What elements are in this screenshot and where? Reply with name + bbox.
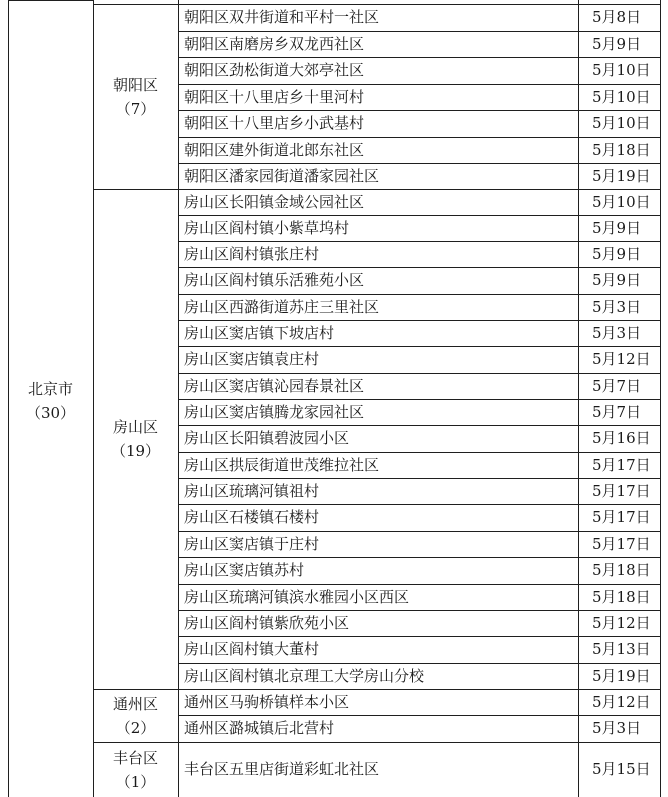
place-cell: 朝阳区南磨房乡双龙西社区 bbox=[184, 35, 365, 53]
place-cell: 丰台区五里店街道彩虹北社区 bbox=[184, 760, 380, 778]
grid-hline bbox=[178, 320, 660, 321]
date-cell: 5月18日 bbox=[592, 561, 651, 579]
date-cell: 5月8日 bbox=[592, 8, 642, 26]
place-cell: 房山区西潞街道苏庄三里社区 bbox=[184, 298, 380, 316]
place-cell: 房山区石楼镇石楼村 bbox=[184, 508, 320, 526]
grid-hline bbox=[178, 557, 660, 558]
city-name: 北京市 bbox=[27, 380, 73, 398]
grid-hline bbox=[178, 267, 660, 268]
date-cell: 5月10日 bbox=[592, 61, 651, 79]
date-cell: 5月19日 bbox=[592, 167, 651, 185]
district-name: 朝阳区 bbox=[112, 76, 158, 94]
place-cell: 房山区阎村镇张庄村 bbox=[184, 245, 320, 263]
place-cell: 通州区马驹桥镇样本小区 bbox=[184, 693, 350, 711]
district-cell bbox=[93, 73, 178, 121]
place-cell: 房山区琉璃河镇祖村 bbox=[184, 482, 320, 500]
grid-hline bbox=[178, 163, 660, 164]
grid-hline bbox=[178, 636, 660, 637]
date-cell: 5月17日 bbox=[592, 456, 651, 474]
grid-hline bbox=[178, 241, 660, 242]
date-cell: 5月16日 bbox=[592, 429, 651, 447]
grid-hline bbox=[178, 137, 660, 138]
place-cell: 朝阳区劲松街道大郊亭社区 bbox=[184, 61, 365, 79]
district-count: （2） bbox=[115, 719, 156, 737]
district-cell bbox=[93, 415, 178, 463]
grid-hline bbox=[93, 4, 660, 5]
date-cell: 5月9日 bbox=[592, 245, 642, 263]
grid-hline bbox=[178, 689, 660, 690]
grid-hline bbox=[178, 189, 660, 190]
date-cell: 5月12日 bbox=[592, 614, 651, 632]
date-cell: 5月10日 bbox=[592, 193, 651, 211]
date-cell: 5月7日 bbox=[592, 377, 642, 395]
district-cell bbox=[93, 692, 178, 740]
date-cell: 5月13日 bbox=[592, 640, 651, 658]
grid-hline bbox=[178, 110, 660, 111]
place-cell: 房山区长阳镇碧波园小区 bbox=[184, 429, 350, 447]
place-cell: 房山区阎村镇大董村 bbox=[184, 640, 320, 658]
district-cell bbox=[93, 746, 178, 794]
place-cell: 房山区窦店镇下坡店村 bbox=[184, 324, 335, 342]
date-cell: 5月18日 bbox=[592, 141, 651, 159]
grid-hline bbox=[178, 531, 660, 532]
date-cell: 5月3日 bbox=[592, 719, 642, 737]
grid-hline bbox=[178, 215, 660, 216]
place-cell: 房山区琉璃河镇滨水雅园小区西区 bbox=[184, 588, 410, 606]
grid-hline bbox=[178, 742, 660, 743]
place-cell: 房山区窦店镇苏村 bbox=[184, 561, 305, 579]
place-cell: 通州区潞城镇后北营村 bbox=[184, 719, 335, 737]
grid-hline bbox=[178, 663, 660, 664]
place-cell: 房山区窦店镇沁园春景社区 bbox=[184, 377, 365, 395]
grid-hline bbox=[178, 584, 660, 585]
date-cell: 5月3日 bbox=[592, 324, 642, 342]
date-cell: 5月10日 bbox=[592, 88, 651, 106]
date-cell: 5月19日 bbox=[592, 667, 651, 685]
date-cell: 5月17日 bbox=[592, 482, 651, 500]
date-cell: 5月7日 bbox=[592, 403, 642, 421]
grid-hline bbox=[178, 294, 660, 295]
date-cell: 5月9日 bbox=[592, 271, 642, 289]
district-count: （1） bbox=[115, 773, 156, 791]
grid-hline bbox=[178, 610, 660, 611]
place-cell: 房山区阎村镇小紫草坞村 bbox=[184, 219, 350, 237]
place-cell: 朝阳区十八里店乡十里河村 bbox=[184, 88, 365, 106]
date-cell: 5月17日 bbox=[592, 508, 651, 526]
district-count: （19） bbox=[110, 442, 161, 460]
place-cell: 房山区长阳镇金域公园社区 bbox=[184, 193, 365, 211]
city-cell bbox=[8, 377, 93, 425]
place-cell: 朝阳区双井街道和平村一社区 bbox=[184, 8, 380, 26]
place-cell: 朝阳区潘家园街道潘家园社区 bbox=[184, 167, 380, 185]
grid-hline bbox=[8, 0, 93, 1]
place-cell: 房山区阎村镇北京理工大学房山分校 bbox=[184, 667, 425, 685]
place-cell: 房山区阎村镇乐活雅苑小区 bbox=[184, 271, 365, 289]
district-name: 通州区 bbox=[112, 695, 158, 713]
grid-hline bbox=[178, 425, 660, 426]
grid-hline bbox=[93, 742, 178, 743]
grid-hline bbox=[178, 57, 660, 58]
date-cell: 5月9日 bbox=[592, 219, 642, 237]
grid-hline bbox=[178, 478, 660, 479]
date-cell: 5月15日 bbox=[592, 760, 651, 778]
grid-hline bbox=[93, 189, 178, 190]
grid-hline bbox=[178, 452, 660, 453]
grid-hline bbox=[178, 84, 660, 85]
grid-vline bbox=[660, 0, 661, 797]
date-cell: 5月17日 bbox=[592, 535, 651, 553]
district-name: 丰台区 bbox=[112, 749, 158, 767]
place-cell: 房山区窦店镇腾龙家园社区 bbox=[184, 403, 365, 421]
grid-hline bbox=[93, 689, 178, 690]
place-cell: 房山区阎村镇紫欣苑小区 bbox=[184, 614, 350, 632]
grid-hline bbox=[178, 31, 660, 32]
district-name: 房山区 bbox=[112, 418, 158, 436]
date-cell: 5月10日 bbox=[592, 114, 651, 132]
place-cell: 朝阳区十八里店乡小武基村 bbox=[184, 114, 365, 132]
place-cell: 朝阳区建外街道北郎东社区 bbox=[184, 141, 365, 159]
district-count: （7） bbox=[115, 100, 156, 118]
grid-hline bbox=[178, 399, 660, 400]
date-cell: 5月12日 bbox=[592, 693, 651, 711]
place-cell: 房山区窦店镇于庄村 bbox=[184, 535, 320, 553]
place-cell: 房山区拱辰街道世茂维拉社区 bbox=[184, 456, 380, 474]
grid-hline bbox=[178, 346, 660, 347]
place-cell: 房山区窦店镇袁庄村 bbox=[184, 350, 320, 368]
date-cell: 5月3日 bbox=[592, 298, 642, 316]
date-cell: 5月18日 bbox=[592, 588, 651, 606]
city-count: （30） bbox=[25, 404, 76, 422]
grid-hline bbox=[178, 504, 660, 505]
grid-hline bbox=[178, 715, 660, 716]
date-cell: 5月9日 bbox=[592, 35, 642, 53]
date-cell: 5月12日 bbox=[592, 350, 651, 368]
grid-hline bbox=[178, 373, 660, 374]
